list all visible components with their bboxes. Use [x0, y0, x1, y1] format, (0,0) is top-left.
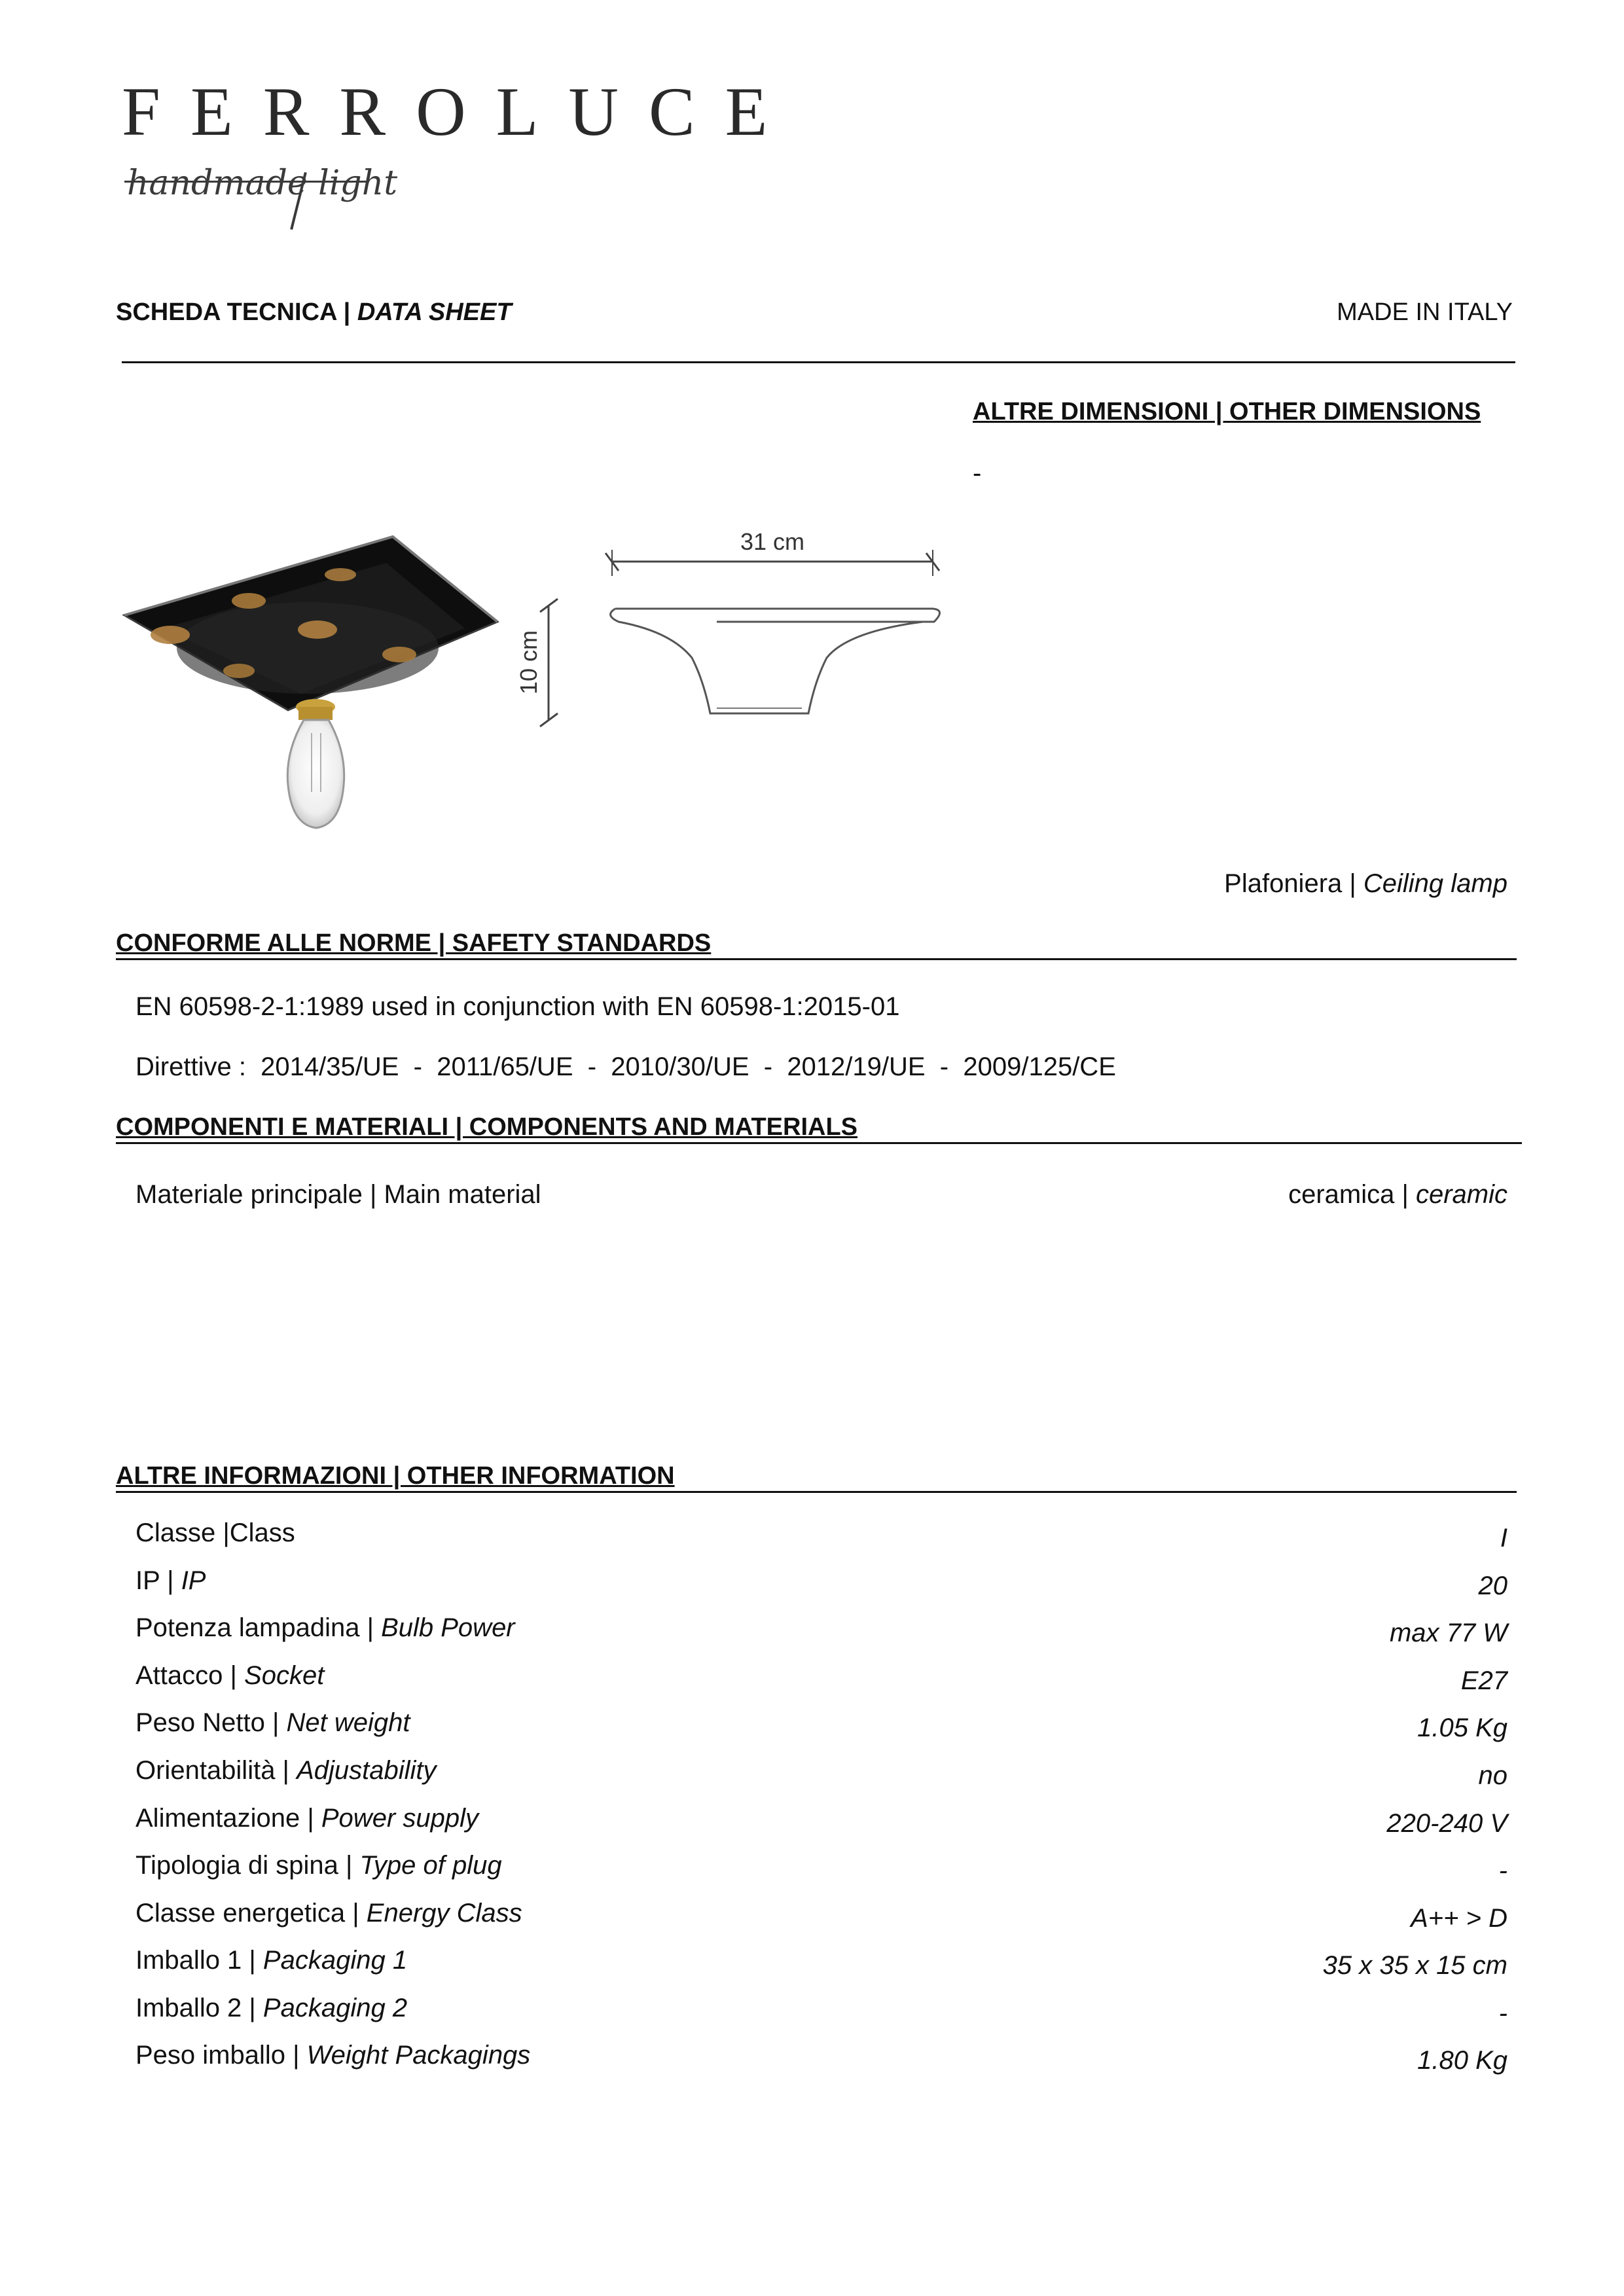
brand-tagline: handmade light [127, 164, 398, 203]
info-header [116, 1463, 1517, 1493]
info-row-value: 35 x 35 x 15 cm [1322, 1951, 1507, 1980]
components-header [116, 1115, 1522, 1144]
other-dimensions-title: ALTRE DIMENSIONI | OTHER DIMENSIONS [973, 398, 1481, 425]
info-row-value: 1.80 Kg [1417, 2046, 1507, 2075]
info-row-label: Orientabilità | Adjustability [135, 1756, 437, 1785]
height-label: 10 cm [515, 630, 542, 695]
product-type-en: Ceiling lamp [1363, 869, 1507, 898]
product-type [1224, 870, 1507, 897]
info-row-label: Alimentazione | Power supply [135, 1804, 478, 1833]
main-material-label: Materiale principale | Main material [135, 1180, 541, 1209]
other-dimensions-value: - [973, 459, 982, 488]
dimension-drawing [515, 524, 952, 740]
info-row-label: Potenza lampadina | Bulb Power [135, 1613, 515, 1642]
info-row-label: Peso Netto | Net weight [135, 1708, 410, 1737]
info-row-value: max 77 W [1389, 1619, 1507, 1647]
components-title: COMPONENTI E MATERIALI | COMPONENTS AND MATERIALS [116, 1113, 858, 1141]
product-type-sep: | [1342, 869, 1363, 898]
info-row-label: Classe |Class [135, 1518, 295, 1547]
info-row-value: A++ > D [1411, 1904, 1507, 1933]
datasheet-heading [116, 300, 512, 325]
info-row-value: no [1478, 1761, 1507, 1790]
standards-title: CONFORME ALLE NORME | SAFETY STANDARDS [116, 929, 712, 957]
heading-en: DATA SHEET [357, 298, 512, 326]
material-it: ceramica | [1288, 1180, 1416, 1209]
info-row-value: 20 [1478, 1571, 1507, 1600]
main-material-value [1288, 1181, 1507, 1208]
standards-line-1: EN 60598-2-1:1989 used in conjunction with EN 60598-1:2015-01 [135, 992, 900, 1021]
info-row-value: 220-240 V [1386, 1809, 1507, 1838]
info-row-label: Imballo 2 | Packaging 2 [135, 1994, 408, 2022]
header-rule [122, 361, 1515, 363]
info-row-label: IP | IP [135, 1566, 206, 1595]
standards-directives: Direttive : 2014/35/UE - 2011/65/UE - 2010/30/UE - 2012/19/UE - 2009/125/CE [135, 1052, 1116, 1081]
info-row-label: Attacco | Socket [135, 1661, 325, 1690]
width-label: 31 cm [740, 528, 805, 555]
heading-it: SCHEDA TECNICA [116, 298, 337, 326]
info-row-value: I [1500, 1524, 1507, 1552]
product-type-it: Plafoniera [1224, 869, 1343, 898]
brand-logo: FERROLUCE [122, 73, 798, 150]
info-row-value: E27 [1460, 1666, 1507, 1695]
made-in-italy: MADE IN ITALY [1337, 298, 1513, 326]
info-row-value: - [1498, 1999, 1507, 2028]
standards-header [116, 931, 1517, 960]
info-row-label: Peso imballo | Weight Packagings [135, 2041, 531, 2070]
info-row-value: - [1498, 1856, 1507, 1885]
info-row-value: 1.05 Kg [1417, 1713, 1507, 1742]
info-row-label: Classe energetica | Energy Class [135, 1899, 522, 1928]
info-title: ALTRE INFORMAZIONI | OTHER INFORMATION [116, 1462, 675, 1490]
info-row-label: Tipologia di spina | Type of plug [135, 1851, 502, 1880]
material-en: ceramic [1415, 1180, 1507, 1209]
product-photo [118, 517, 504, 838]
heading-sep: | [336, 298, 357, 326]
info-row-label: Imballo 1 | Packaging 1 [135, 1946, 408, 1975]
